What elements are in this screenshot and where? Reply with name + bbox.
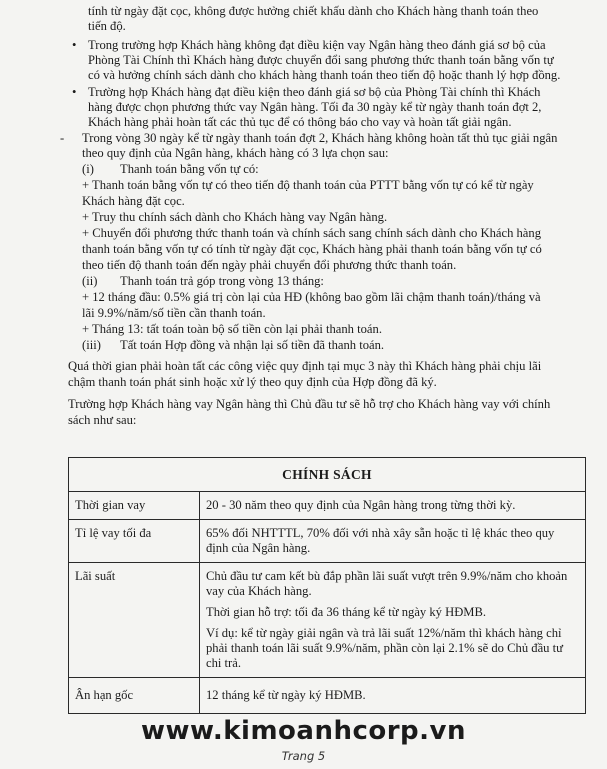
text-line: lãi 9.9%/năm/số tiền cần thanh toán. — [82, 306, 266, 320]
row-label: Lãi suất — [69, 563, 200, 678]
row-label: Ân hạn gốc — [69, 678, 200, 714]
bullet-item: • Trường hợp Khách hàng đạt điều kiện theo đánh giá sơ bộ của Phòng Tài chính thì Khách — [88, 85, 540, 100]
text-line: + Thanh toán bằng vốn tự có theo tiến độ thanh toán của PTTT bằng vốn tự có kể từ ngày — [82, 178, 534, 192]
bullet-item: • Trong trường hợp Khách hàng không đạt điều kiện vay Ngân hàng theo đánh giá sơ bộ của — [88, 38, 546, 53]
option-number: (iii) — [82, 338, 101, 352]
row-value-paragraph: Chủ đầu tư cam kết bù đắp phần lãi suất vượt trên 9.9%/năm cho khoản vay của Khách hàng. — [206, 569, 568, 598]
text-line: có và hưởng chính sách dành cho khách hàng thanh toán theo tiến độ hoặc thanh lý hợp đồng. — [88, 68, 561, 82]
row-value-paragraph: Ví dụ: kể từ ngày giải ngân và trả lãi suất 12%/năm thì khách hàng chỉ phải thanh toán lãi suất 9.9%/năm, phần còn lại 2.1% sẽ do Chủ đầu tư chi trả. — [206, 626, 563, 670]
text-line: tính từ ngày đặt cọc, không được hưởng chiết khấu dành cho Khách hàng thanh toán theo — [88, 4, 539, 18]
text-line: Quá thời gian phải hoàn tất các công việc quy định tại mục 3 này thì Khách hàng phải chịu lãi — [68, 359, 542, 373]
row-value — [200, 563, 586, 678]
row-label: Tỉ lệ vay tối đa — [69, 520, 200, 563]
text-line: + Truy thu chính sách dành cho Khách hàng vay Ngân hàng. — [82, 210, 388, 224]
text-line: Trường hợp Khách hàng vay Ngân hàng thì Chủ đầu tư sẽ hỗ trợ cho Khách hàng vay với chính — [68, 397, 551, 411]
text-line: hàng được chọn phương thức vay Ngân hàng. Tối đa 30 ngày kể từ ngày thanh toán đợt 2, — [88, 100, 542, 114]
text-line: Phòng Tài Chính thì Khách hàng được chuyển đổi sang phương thức thanh toán bằng vốn tự — [88, 53, 554, 67]
text-line: chậm thanh toán phát sinh hoặc xử lý theo quy định của Hợp đồng đã ký. — [68, 375, 437, 389]
text-line: Khách hàng phải hoàn tất các thủ tục để có thông báo cho vay và hoàn tất giải ngân. — [88, 115, 512, 129]
option-line — [82, 338, 384, 353]
text-line: + 12 tháng đầu: 0.5% giá trị còn lại của HĐ (không bao gồm lãi chậm thanh toán)/tháng và — [82, 290, 541, 304]
text-line: sách như sau: — [68, 413, 137, 427]
text-line: tiến độ. — [88, 19, 126, 33]
watermark: www.kimoanhcorp.vn — [140, 716, 467, 746]
text-line: theo tiến độ thanh toán đến ngày phải chuyển đổi phương thức thanh toán. — [82, 258, 457, 272]
row-value: 65% đối NHTTTL, 70% đối với nhà xây sẵn hoặc tỉ lệ khác theo quy định của Ngân hàng. — [200, 520, 586, 563]
option-number: (i) — [82, 162, 94, 176]
table-row — [69, 678, 586, 714]
table-header-row — [69, 458, 586, 492]
option-label: Thanh toán trả góp trong vòng 13 tháng: — [120, 274, 324, 288]
row-value-paragraph: Thời gian hỗ trợ: tối đa 36 tháng kể từ ngày ký HĐMB. — [206, 605, 487, 619]
page-number: Trang 5 — [281, 749, 326, 763]
table-row — [69, 520, 586, 563]
text-line: + Tháng 13: tất toán toàn bộ số tiền còn lại phải thanh toán. — [82, 322, 382, 336]
row-value: 12 tháng kể từ ngày ký HĐMB. — [200, 678, 586, 714]
row-label: Thời gian vay — [69, 492, 200, 520]
policy-title: CHÍNH SÁCH — [69, 458, 586, 492]
option-number: (ii) — [82, 274, 98, 288]
option-label: Thanh toán bằng vốn tự có: — [120, 162, 259, 176]
dash-item: - Trong vòng 30 ngày kể từ ngày thanh toán đợt 2, Khách hàng không hoàn tất thủ tục giải ngân — [82, 131, 557, 146]
option-label: Tất toán Hợp đồng và nhận lại số tiền đã thanh toán. — [120, 338, 385, 352]
row-value: 20 - 30 năm theo quy định của Ngân hàng trong từng thời kỳ. — [200, 492, 586, 520]
text-line: theo quy định của Ngân hàng, khách hàng có 3 lựa chọn sau: — [82, 146, 389, 160]
text-line: Khách hàng đặt cọc. — [82, 194, 185, 208]
table-row — [69, 563, 586, 678]
option-line — [82, 162, 259, 177]
option-line — [82, 274, 324, 289]
policy-table — [68, 457, 586, 714]
text-line: + Chuyển đổi phương thức thanh toán và chính sách sang chính sách dành cho Khách hàng — [82, 226, 541, 240]
text-line: thanh toán bằng vốn tự có tính từ ngày đặt cọc, Khách hàng phải thanh toán bằng vốn tự có — [82, 242, 542, 256]
table-row — [69, 492, 586, 520]
